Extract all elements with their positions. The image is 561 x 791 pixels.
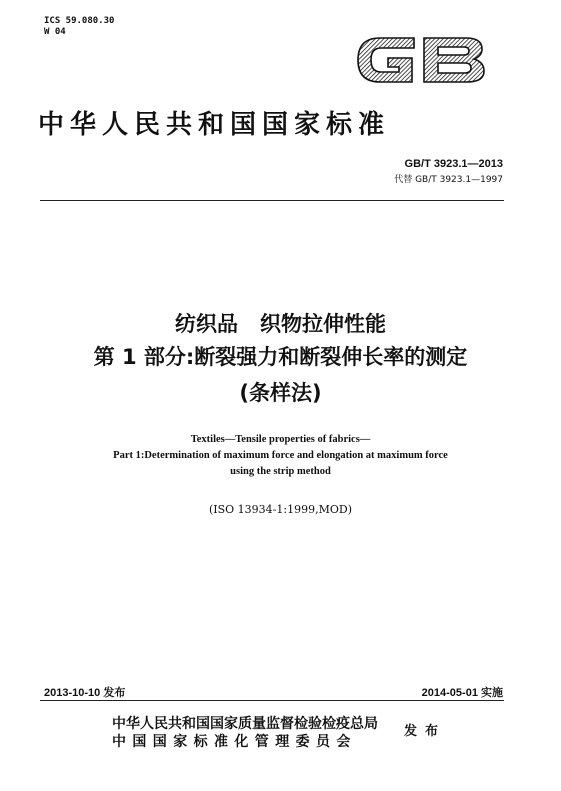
title-en-line1: Textiles—Tensile properties of fabrics— xyxy=(190,434,371,445)
title-cn-line2: 第 1 部分:断裂强力和断裂伸长率的测定 xyxy=(93,345,468,369)
implementation-date: 2014-05-01 实施 xyxy=(421,687,503,699)
issuer-sac: 中国国家标准化管理委员会 xyxy=(112,734,357,750)
replaces-standard: 代替 GB/T 3923.1—1997 xyxy=(394,175,503,185)
issuer-aqsiq: 中华人民共和国国家质量监督检验检疫总局 xyxy=(112,716,378,732)
gb-logo xyxy=(354,34,488,86)
standard-number: GB/T 3923.1—2013 xyxy=(404,158,503,170)
header-divider xyxy=(40,200,504,201)
gb-logo-mark xyxy=(358,38,484,82)
title-cn-line3: (条样法) xyxy=(239,381,322,405)
title-cn-line1: 纺织品 织物拉伸性能 xyxy=(175,312,386,336)
national-standard-title: 中华人民共和国国家标准 xyxy=(38,110,391,140)
issue-date: 2013-10-10 发布 xyxy=(44,687,126,699)
footer-divider xyxy=(40,700,504,701)
classification-line: W 04 xyxy=(44,27,66,37)
ics-line: ICS 59.080.30 xyxy=(44,16,115,26)
title-en-line3: using the strip method xyxy=(230,466,331,477)
title-en-line2: Part 1:Determination of maximum force and elongation at maximum force xyxy=(113,450,448,461)
publish-label: 发布 xyxy=(404,724,447,739)
ics-code xyxy=(44,16,114,38)
iso-reference: (ISO 13934-1:1999,MOD) xyxy=(209,503,352,516)
